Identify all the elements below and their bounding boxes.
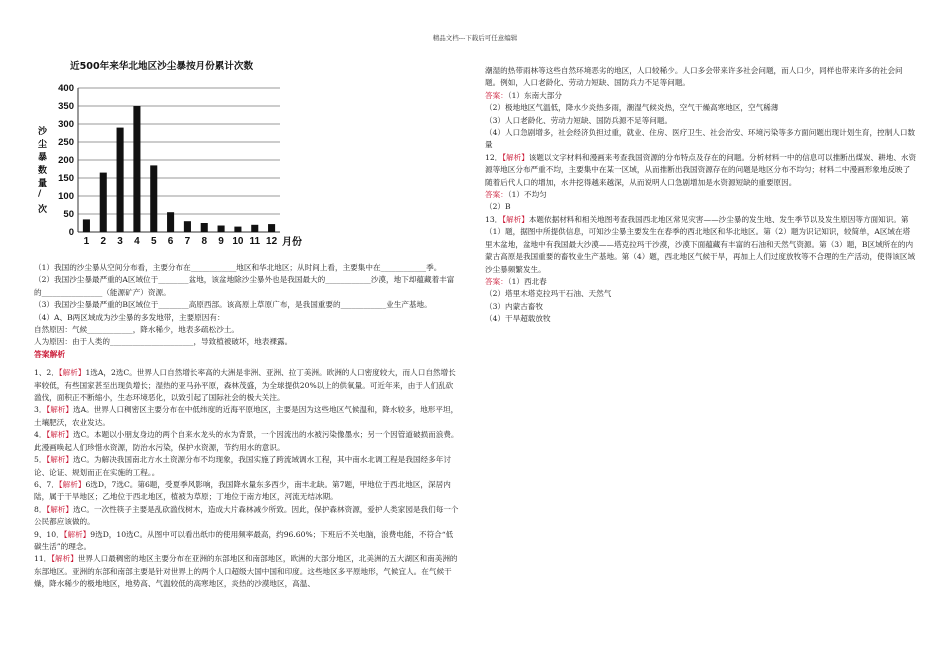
x-tick-label: 2 [100, 236, 107, 247]
answer-label: 答案： [485, 190, 508, 200]
answer-line: （3）内蒙古畜牧 [485, 301, 543, 311]
answer-number: 6、7． [34, 479, 59, 489]
analysis-text: 本题依据材料和相关地图考查我国西北地区常见灾害——沙尘暴的发生地、发生季节以及发生原因等方面知识。第（1）题，据图中所提供信息，可知沙尘暴主要发生在春季的西北地区和华北地区。第（2）题为识记知识，较简单，A区域在塔里木盆地，盆地中有我国最大沙漠——塔克拉玛干沙漠，沙漠下面蕴藏有丰富的石油和天然气资源。第（3）题，B区域所在的内蒙古高原是我国重要的畜牧业生产基地。第（4）题，西北地区气候干旱，再加上人们过度放牧等不合理的生产活动，使得该区域沙尘暴频繁发生。 [485, 214, 916, 274]
answer-number: 1、2． [34, 368, 59, 378]
header-note: 精品文档---下载后可任意编辑 [432, 34, 518, 42]
analysis-tag: 【解析】 [502, 214, 529, 224]
answer-number: 8． [34, 504, 47, 514]
x-tick-label: 8 [201, 236, 208, 247]
y-tick-label: 400 [58, 83, 74, 94]
answer-explanation [34, 454, 460, 479]
answer-explanation [34, 479, 460, 504]
chart-bar [251, 225, 258, 232]
question-line: （2）我国沙尘暴最严重的A区域位于________盆地，该盆地除沙尘暴外也是我国最大的____________沙漠，地下却蕴藏着丰富的________________（能源矿产）资源。 [34, 275, 455, 297]
answers-heading: 答案解析 [34, 349, 66, 359]
y-tick-label: 300 [58, 119, 74, 130]
analysis-text: 9选D，10选C。从图中可以看出纸巾的使用频率最高，约96.60%；下班后不关电脑，浪费电能，不符合“低碳生活”的理念。 [34, 529, 454, 551]
chart-bar [268, 224, 275, 232]
y-tick-label: 250 [58, 137, 74, 148]
y-axis-label-char: 数 [38, 166, 48, 176]
answer-explanation [34, 367, 460, 404]
analysis-tag: 【解析】 [63, 529, 91, 539]
answer-line [485, 276, 917, 288]
question-line: （4）A、B两区域成为沙尘暴的多发地带，主要原因有： [34, 312, 225, 322]
answer-explanation [34, 504, 460, 529]
answer-line [485, 90, 917, 102]
answer-number: 5． [34, 455, 47, 465]
y-axis-label-char: / [38, 189, 42, 199]
chart-plot [34, 58, 302, 258]
x-tick-label: 4 [134, 236, 140, 247]
analysis-text: 6选D，7选C。第6题，受夏季风影响，我国降水量东多西少，南丰北缺。第7题，甲地位于西北地区，深居内陆，属于干旱地区；乙地位于西北地区，植被为草原；丁地位于南方地区，河流无结冰期。 [34, 479, 451, 502]
x-tick-label: 5 [150, 236, 157, 247]
chart-bar [83, 219, 90, 232]
question-line: 人为原因：由于人类的______________________，导致植被破坏，地表裸露。 [34, 337, 293, 347]
y-axis-label-char: 暴 [38, 153, 48, 163]
chart-bar [218, 226, 225, 232]
answer-explanation [34, 529, 460, 554]
analysis-text: 1选A，2选C。世界人口自然增长率高的大洲是非洲、亚洲、拉丁美洲。欧洲的人口密度较大，而人口自然增长率较低，有些国家甚至出现负增长；湿热的亚马孙平原，森林茂盛，为全球提供20%以上的供氧量。可近年来，由于人们乱砍滥伐，面积正不断缩小，生态环境恶化，以致引起了国际社会的极大关注。 [34, 368, 456, 403]
analysis-text: 选C。为解决我国南北方水土资源分布不均现象，我国实施了跨流域调水工程，其中南水北调工程是我国经多年讨论、论证、规划而正在实施的工程。。 [34, 455, 451, 477]
x-axis-label: 月份 [282, 237, 302, 248]
question-line: （1）我国的沙尘暴从空间分布看，主要分布在____________地区和华北地区；从时间上看，主要集中在____________季。 [34, 263, 442, 272]
answer-text: （1）东南大部分 [507, 90, 562, 100]
x-tick-label: 3 [117, 236, 123, 247]
answer-explanation [34, 553, 460, 590]
chart-bar [100, 173, 107, 232]
y-tick-label: 50 [63, 209, 74, 220]
answer-text: （1）不均匀 [507, 190, 547, 200]
x-tick-label: 7 [184, 236, 191, 247]
x-tick-label: 1 [83, 236, 90, 247]
chart-title: 近500年来华北地区沙尘暴按月份累计次数 [70, 61, 254, 72]
analysis-text: 该题以文字材料和漫画来考查我国资源的分布特点及存在的问题。分析材料一中的信息可以推断出煤炭、耕地、水资源等地区分布严重不均，主要集中在某一区域，从而推断出我国资源存在的问题是地区分布不均匀；材料二中漫画形象地反映了随着后代人口的增加，水井挖得越来越深，从而说明人口急剧增加是水资源短缺的重要原因。 [485, 152, 917, 187]
question-line: （3）我国沙尘暴最严重的B区域位于________高原西部。该高原上草原广布，是我国重要的____________业生产基地。 [34, 300, 432, 310]
answer-line: （4）干旱超载放牧 [485, 314, 551, 324]
y-tick-label: 0 [68, 227, 74, 238]
x-tick-label: 6 [167, 236, 174, 247]
analysis-tag: 【解析】 [46, 405, 74, 415]
y-axis-label-char: 量 [38, 179, 48, 189]
answer-line [485, 189, 917, 201]
chart-bar [117, 128, 124, 232]
answer-number: 4． [34, 430, 47, 440]
x-tick-label: 10 [232, 236, 244, 247]
sandstorm-chart [34, 58, 302, 258]
chart-bar [234, 227, 241, 232]
chart-bar [150, 165, 157, 232]
answer-line: （4）人口急剧增多，社会经济负担过重，就业、住房、医疗卫生、社会治安、环境污染等多方面问题出现计划生育，控制人口数量 [485, 128, 916, 150]
y-axis-label-char: 次 [38, 205, 48, 215]
answer-explanation [34, 404, 460, 429]
answer-text: （1）西北春 [507, 276, 547, 286]
chart-bar [133, 106, 140, 232]
chart-bar [184, 221, 191, 232]
analysis-tag: 【解析】 [58, 479, 86, 489]
analysis-text: 选C。本题以小朋友身边的两个自来水龙头的水为背景，一个因流出的水被污染像墨水；另一个因管道破损而浪费。此漫画唤起人们珍惜水资源，防治水污染，保护水资源，节约用水的意识。 [34, 430, 459, 452]
answer-explanation [485, 152, 917, 189]
answer-number: 3． [34, 405, 47, 415]
left-column [34, 262, 460, 591]
answer-line: （2）B [485, 202, 511, 212]
answer-number: 12． [485, 152, 503, 162]
y-tick-label: 100 [58, 191, 74, 202]
x-tick-label: 12 [266, 236, 278, 247]
analysis-tag: 【解析】 [46, 504, 74, 514]
answer-line: （2）极地地区气温低，降水少炎热多雨，潮湿气候炎热，空气干燥高寒地区，空气稀薄 [485, 103, 779, 113]
analysis-tag: 【解析】 [51, 554, 78, 564]
answer-number: 13． [485, 214, 503, 224]
y-tick-label: 150 [58, 173, 74, 184]
analysis-tag: 【解析】 [46, 455, 74, 465]
answer-number: 9、10． [34, 529, 64, 539]
answer-explanation [485, 214, 917, 276]
answer-line: （3）人口老龄化、劳动力短缺、国防兵源不足等问题。 [485, 115, 673, 125]
analysis-text: 选A。世界人口稠密区主要分布在中低纬度的近海平原地区，主要是因为这些地区气候温和，降水较多，地形平坦，土壤肥沃，农业发达。 [34, 405, 459, 427]
answer-line: （2）塔里木塔克拉玛干石油、天然气 [485, 289, 612, 299]
analysis-tag: 【解析】 [58, 368, 86, 378]
question-line: 自然原因：气候____________，降水稀少，地表多疏松沙土。 [34, 325, 240, 335]
y-tick-label: 350 [58, 101, 74, 112]
right-column [485, 65, 917, 326]
answer-label: 答案： [485, 276, 508, 286]
y-tick-label: 200 [58, 155, 74, 166]
answer-label: 答案： [485, 90, 508, 100]
chart-bar [167, 212, 174, 232]
analysis-tag: 【解析】 [502, 152, 529, 162]
answer-line: 潮湿的热带雨林等这些自然环境恶劣的地区，人口较稀少。人口多会带来许多社会问题，而人口少，同样也带来许多的社会问题。例如，人口老龄化、劳动力短缺、国防兵力不足等问题。 [485, 66, 903, 88]
y-axis-label-char: 尘 [38, 140, 48, 150]
analysis-text: 世界人口最稠密的地区主要分布在亚洲的东部地区和南部地区，欧洲的大部分地区，北美洲的五大湖区和南美洲的东部地区。亚洲的东部和南部主要是针对世界上的两个人口超级大国中国和印度。这些地区多平原地形，气候宜人。在气候干燥，降水稀少的极地地区，地势高、气温较低的高寒地区，炎热的沙漠地区，高温、 [34, 554, 458, 589]
answer-number: 11． [34, 554, 52, 564]
answer-explanation [34, 429, 460, 454]
x-tick-label: 9 [218, 236, 224, 247]
x-tick-label: 11 [249, 236, 261, 247]
y-axis-label-char: 沙 [38, 127, 48, 137]
analysis-text: 选C。一次性筷子主要是乱砍滥伐树木，造成大片森林减少所致。因此，保护森林资源，爱护人类家园是我们每一个公民都应该做的。 [34, 504, 459, 527]
analysis-tag: 【解析】 [46, 430, 74, 440]
chart-bar [201, 223, 208, 232]
